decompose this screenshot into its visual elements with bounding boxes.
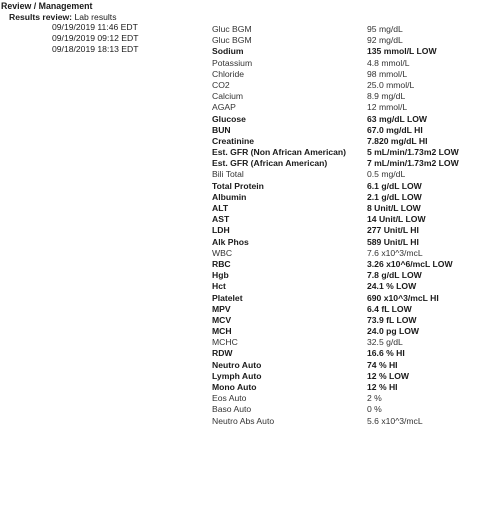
test-value: 67.0 mg/dL HI bbox=[367, 124, 423, 135]
test-name: Sodium bbox=[212, 46, 244, 57]
test-value: 6.4 fL LOW bbox=[367, 303, 412, 314]
test-name: MCV bbox=[212, 314, 232, 325]
lab-result-row bbox=[212, 293, 482, 304]
result-datetime: 09/18/2019 18:13 EDT bbox=[52, 44, 139, 55]
test-name: MPV bbox=[212, 303, 231, 314]
test-value: 63 mg/dL LOW bbox=[367, 113, 428, 124]
test-value: 4.8 mmol/L bbox=[367, 57, 410, 68]
test-name: Creatinine bbox=[212, 135, 255, 146]
lab-result-row bbox=[212, 371, 482, 382]
test-name: LDH bbox=[212, 225, 230, 236]
lab-result-row bbox=[212, 214, 482, 225]
test-name: Baso Auto bbox=[212, 404, 252, 415]
test-name: CO2 bbox=[212, 79, 230, 90]
test-value: 12 % LOW bbox=[367, 370, 410, 381]
test-value: 277 Unit/L HI bbox=[367, 225, 419, 236]
lab-result-row bbox=[212, 326, 482, 337]
test-name: Est. GFR (Non African American) bbox=[212, 147, 347, 158]
test-value: 7.8 g/dL LOW bbox=[367, 270, 422, 281]
lab-result-row bbox=[212, 416, 482, 427]
test-name: MCH bbox=[212, 326, 232, 337]
test-name: Hgb bbox=[212, 270, 229, 281]
test-name: Calcium bbox=[212, 91, 244, 102]
test-name: AGAP bbox=[212, 102, 236, 113]
test-value: 14 Unit/L LOW bbox=[367, 214, 426, 225]
lab-result-row bbox=[212, 80, 482, 91]
lab-result-row bbox=[212, 125, 482, 136]
test-value: 6.1 g/dL LOW bbox=[367, 180, 422, 191]
test-value: 5.6 x10^3/mcL bbox=[367, 415, 423, 426]
test-name: Est. GFR (African American) bbox=[212, 158, 328, 169]
lab-result-row bbox=[212, 203, 482, 214]
test-name: Mono Auto bbox=[212, 382, 257, 392]
section-title: Review / Management bbox=[1, 1, 93, 11]
test-value: 2.1 g/dL LOW bbox=[367, 191, 422, 202]
test-name: Total Protein bbox=[212, 180, 264, 191]
lab-result-row bbox=[212, 315, 482, 326]
subheader-label: Results review: bbox=[9, 12, 73, 22]
test-name: Neutro Auto bbox=[212, 359, 262, 370]
lab-result-row bbox=[212, 237, 482, 248]
lab-result-row bbox=[212, 248, 482, 259]
lab-result-row bbox=[212, 158, 482, 169]
test-name: Glucose bbox=[212, 113, 246, 124]
test-name: Potassium bbox=[212, 57, 253, 68]
test-value: 2 % bbox=[367, 393, 382, 404]
test-name: Eos Auto bbox=[212, 393, 247, 404]
lab-result-row bbox=[212, 225, 482, 236]
lab-result-row bbox=[212, 404, 482, 415]
lab-result-row bbox=[212, 360, 482, 371]
result-datetime: 09/19/2019 11:46 EDT bbox=[52, 22, 138, 32]
lab-result-row bbox=[212, 91, 482, 102]
lab-result-row bbox=[212, 46, 482, 57]
lab-result-row bbox=[212, 382, 482, 393]
test-name: Platelet bbox=[212, 292, 243, 303]
test-value: 12 mmol/L bbox=[367, 102, 408, 113]
lab-result-row bbox=[212, 114, 482, 125]
test-value: 16.6 % HI bbox=[367, 348, 405, 359]
lab-result-row bbox=[212, 259, 482, 270]
test-name: Hct bbox=[212, 281, 226, 292]
test-name: RDW bbox=[212, 348, 233, 359]
lab-result-row bbox=[212, 181, 482, 192]
test-value: 32.5 g/dL bbox=[367, 337, 403, 348]
lab-results-list bbox=[212, 24, 482, 427]
test-value: 95 mg/dL bbox=[367, 24, 403, 34]
lab-result-row bbox=[212, 35, 482, 46]
test-name: Alk Phos bbox=[212, 236, 249, 247]
lab-result-row bbox=[212, 348, 482, 359]
test-value: 5 mL/min/1.73m2 LOW bbox=[367, 147, 459, 158]
lab-result-row bbox=[212, 136, 482, 147]
test-name: MCHC bbox=[212, 337, 238, 348]
test-value: 73.9 fL LOW bbox=[367, 314, 417, 325]
test-value: 8.9 mg/dL bbox=[367, 91, 406, 102]
test-value: 8 Unit/L LOW bbox=[367, 203, 421, 213]
test-value: 0.5 mg/dL bbox=[367, 169, 406, 180]
test-value: 24.1 % LOW bbox=[367, 281, 417, 292]
test-name: RBC bbox=[212, 258, 231, 269]
lab-result-row bbox=[212, 169, 482, 180]
test-name: ALT bbox=[212, 203, 229, 213]
lab-result-row bbox=[212, 24, 482, 35]
subheader-value: Lab results bbox=[74, 12, 117, 22]
test-value: 98 mmol/L bbox=[367, 68, 408, 79]
test-value: 74 % HI bbox=[367, 359, 398, 370]
result-datetime: 09/19/2019 09:12 EDT bbox=[52, 33, 139, 44]
test-value: 92 mg/dL bbox=[367, 35, 403, 46]
lab-result-row bbox=[212, 147, 482, 158]
test-value: 12 % HI bbox=[367, 382, 398, 392]
test-name: Chloride bbox=[212, 68, 245, 79]
test-value: 0 % bbox=[367, 404, 382, 415]
test-name: Bili Total bbox=[212, 169, 244, 180]
test-value: 589 Unit/L HI bbox=[367, 236, 419, 247]
lab-result-row bbox=[212, 393, 482, 404]
lab-result-row bbox=[212, 102, 482, 113]
lab-result-row bbox=[212, 192, 482, 203]
test-value: 3.26 x10^6/mcL LOW bbox=[367, 258, 453, 269]
test-name: Neutro Abs Auto bbox=[212, 415, 275, 426]
test-name: AST bbox=[212, 214, 230, 225]
test-name: BUN bbox=[212, 124, 231, 135]
test-value: 135 mmol/L LOW bbox=[367, 46, 437, 57]
test-value: 7 mL/min/1.73m2 LOW bbox=[367, 158, 459, 169]
lab-result-row bbox=[212, 281, 482, 292]
lab-result-row bbox=[212, 304, 482, 315]
lab-result-row bbox=[212, 69, 482, 80]
test-name: Albumin bbox=[212, 191, 247, 202]
test-value: 24.0 pg LOW bbox=[367, 326, 420, 337]
test-name: Lymph Auto bbox=[212, 370, 262, 381]
result-dates-list bbox=[52, 22, 152, 55]
test-value: 690 x10^3/mcL HI bbox=[367, 292, 439, 303]
lab-result-row bbox=[212, 270, 482, 281]
lab-result-row bbox=[212, 337, 482, 348]
test-name: Gluc BGM bbox=[212, 24, 252, 34]
test-value: 25.0 mmol/L bbox=[367, 79, 415, 90]
lab-result-row bbox=[212, 58, 482, 69]
test-value: 7.820 mg/dL HI bbox=[367, 135, 428, 146]
test-value: 7.6 x10^3/mcL bbox=[367, 247, 423, 258]
test-name: Gluc BGM bbox=[212, 35, 252, 46]
results-review-subheader bbox=[9, 12, 117, 22]
test-name: WBC bbox=[212, 247, 233, 258]
